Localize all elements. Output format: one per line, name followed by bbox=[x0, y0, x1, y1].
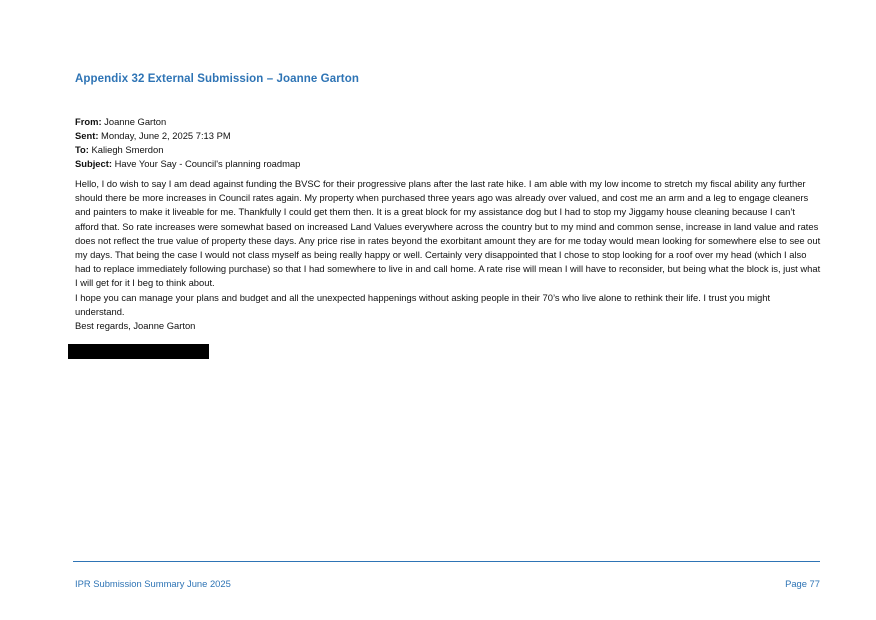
page-number: Page 77 bbox=[785, 578, 820, 589]
email-body bbox=[75, 177, 821, 333]
to-row bbox=[75, 143, 300, 157]
from-label: From: bbox=[75, 116, 102, 127]
subject-row bbox=[75, 157, 300, 171]
to-value: Kaliegh Smerdon bbox=[91, 144, 164, 155]
from-row bbox=[75, 115, 300, 129]
body-paragraph-1: Hello, I do wish to say I am dead against funding the BVSC for their progressive plans after the last rate hike. I am able with my low income to stretch my fiscal ability any further should there be more increases in Council rates again. My property when purchased three years ago was already over valued, and cost me an arm and a leg to engage cleaners and painters to make it liveable for me. Thankfully I could get them then. It is a great block for my assistance dog but I had to stop my Jiggamy house cleaning because I can’t afford that. So rate increases were somewhat based on increased Land Values everywhere across the country but to my mind and common sense, increase in land value and rates does not reflect the true value of property these days. Any price rise in rates beyond the exorbitant amount they are for me today would mean looking for somewhere else to see out my days. That being the case I would not class myself as being really happy or well. Certainly very disappointed that I chose to stop looking for a roof over my head (which I also had to replace immediately following purchase) so that I had somewhere to live in and call home. A rate rise will mean I will have to reconsider, but being what the block is, just what I will get for it I beg to think about. bbox=[75, 178, 821, 289]
to-label: To: bbox=[75, 144, 89, 155]
subject-value: Have Your Say - Council's planning roadmap bbox=[114, 158, 301, 169]
redaction-bar bbox=[68, 344, 209, 359]
footer-divider bbox=[73, 561, 820, 562]
appendix-title: Appendix 32 External Submission – Joanne Garton bbox=[75, 73, 359, 85]
body-paragraph-2: I hope you can manage your plans and budget and all the unexpected happenings without asking people in their 70’s who live alone to rethink their life. I trust you might understand. bbox=[75, 291, 771, 317]
from-value: Joanne Garton bbox=[104, 116, 167, 127]
sent-row bbox=[75, 129, 300, 143]
sent-value: Monday, June 2, 2025 7:13 PM bbox=[101, 130, 231, 141]
signoff: Best regards, Joanne Garton bbox=[75, 320, 196, 332]
sent-label: Sent: bbox=[75, 130, 99, 141]
footer-title: IPR Submission Summary June 2025 bbox=[75, 578, 231, 589]
email-header bbox=[75, 115, 300, 171]
subject-label: Subject: bbox=[75, 158, 112, 169]
